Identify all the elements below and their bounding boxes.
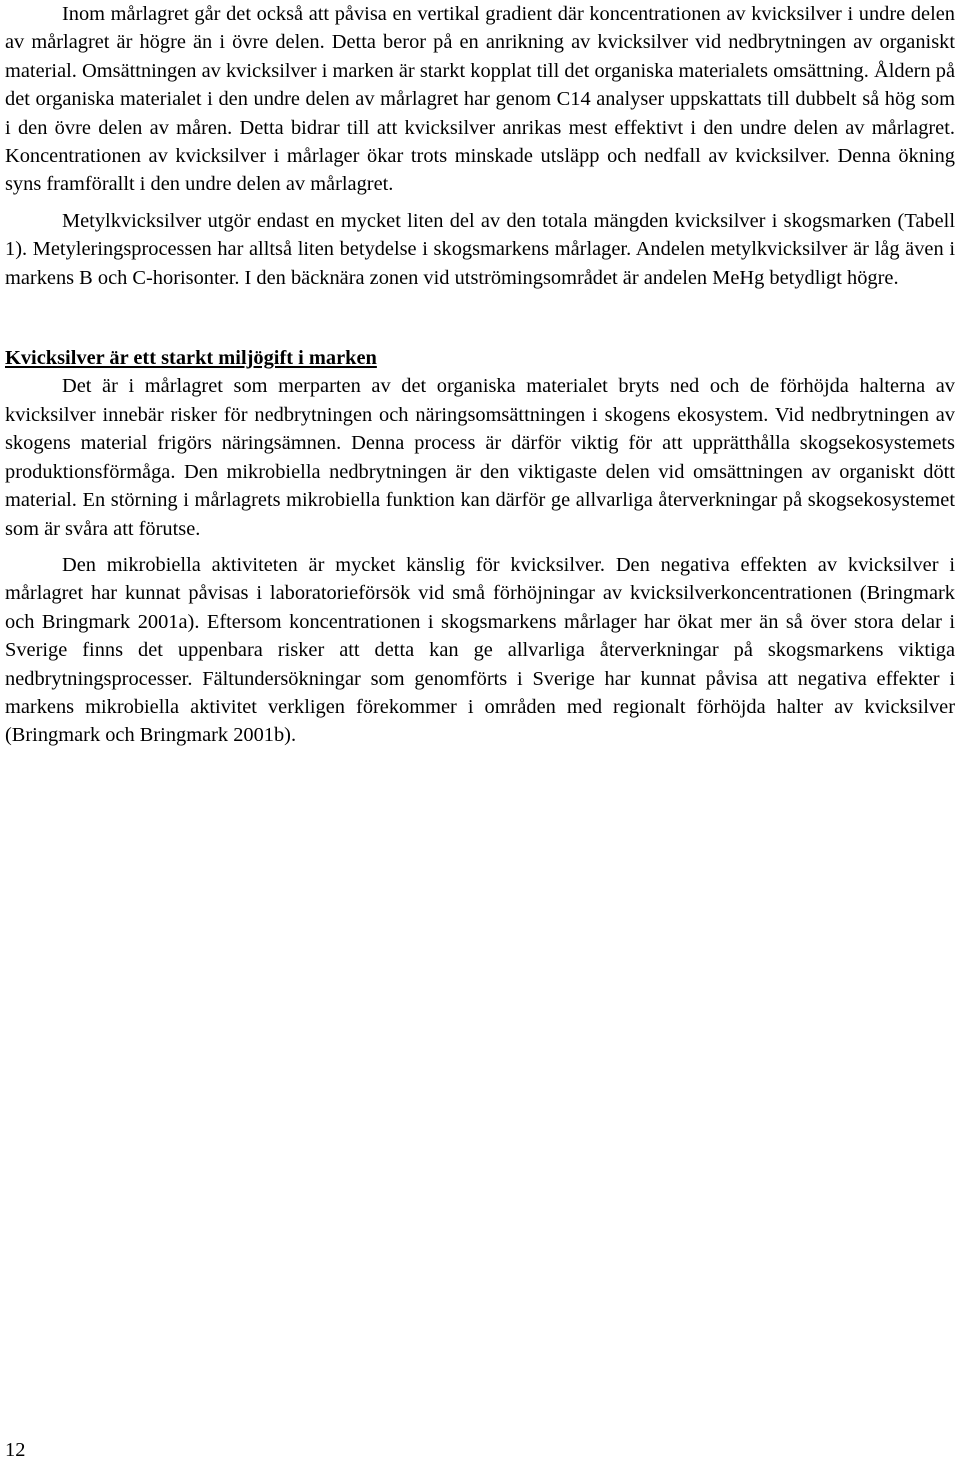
page-number: 12 — [5, 1439, 26, 1461]
document-page — [5, 0, 955, 750]
body-paragraph-mercury-gradient: Inom mårlagret går det också att påvisa en vertikal gradient där koncentrationen av kvicksilver i undre delen av mårlagret är högre än i övre delen. Detta beror på en anrikning av kvicksilver vid nedbrytningen av organiskt material. Omsättningen av kvicksilver i marken är starkt kopplat till det organiska materialets omsättning. Åldern på det organiska materialet i den undre delen av mårlagret har genom C14 analyser uppskattats till dubbelt så hög som i den övre delen av måren. Detta bidrar till att kvicksilver anrikas mest effektivt i den undre delen av mårlagret. Koncentrationen av kvicksilver i mårlager ökar trots minskade utsläpp och nedfall av kvicksilver. Denna ökning syns framförallt i den undre delen av mårlagret. — [5, 3, 955, 196]
body-paragraph-microbial-activity: Den mikrobiella aktiviteten är mycket känslig för kvicksilver. Den negativa effekten av kvicksilver i mårlagret har kunnat påvisas i laboratorieförsök vid små förhöjningar av kvicksilverkoncentrationen (Bringmark och Bringmark 2001a). Eftersom koncentrationen i skogsmarkens mårlager har ökat mer än så över stora delar i Sverige finns det uppenbara risker att detta kan ge allvarliga återverkningar på skogsmarkens viktiga nedbrytningsprocesser. Fältundersökningar som genomförts i Sverige har kunnat påvisa att negativa effekter i markens mikrobiella aktivitet verkligen förekommer i områden med regionalt förhöjda halter av kvicksilver (Bringmark och Bringmark 2001b). — [5, 553, 955, 747]
section-heading: Kvicksilver är ett starkt miljögift i marken — [5, 347, 377, 370]
body-paragraph-decomposition: Det är i mårlagret som merparten av det organiska materialet bryts ned och de förhöjda halterna av kvicksilver innebär risker för nedbrytningen och näringsomsättningen i skogens ekosystem. Vid nedbrytningen av skogens material frigörs näringsämnen. Denna process är därför viktig för att upprätthålla skogsekosystemets produktionsförmåga. Den mikrobiella nedbrytningen är den viktigaste delen vid omsättningen av organiskt dött material. En störning i mårlagrets mikrobiella funktion kan därför ge allvarliga återverkningar på skogsekosystemet som är svåra att förutse. — [5, 375, 955, 540]
body-paragraph-methylmercury: Metylkvicksilver utgör endast en mycket liten del av den totala mängden kvicksilver i skogsmarken (Tabell 1). Metyleringsprocessen har alltså liten betydelse i skogsmarkens mårlager. Andelen metylkvicksilver är låg även i markens B och C-horisonter. I den bäcknära zonen vid utströmingsområdet är andelen MeHg betydligt högre. — [5, 209, 955, 289]
